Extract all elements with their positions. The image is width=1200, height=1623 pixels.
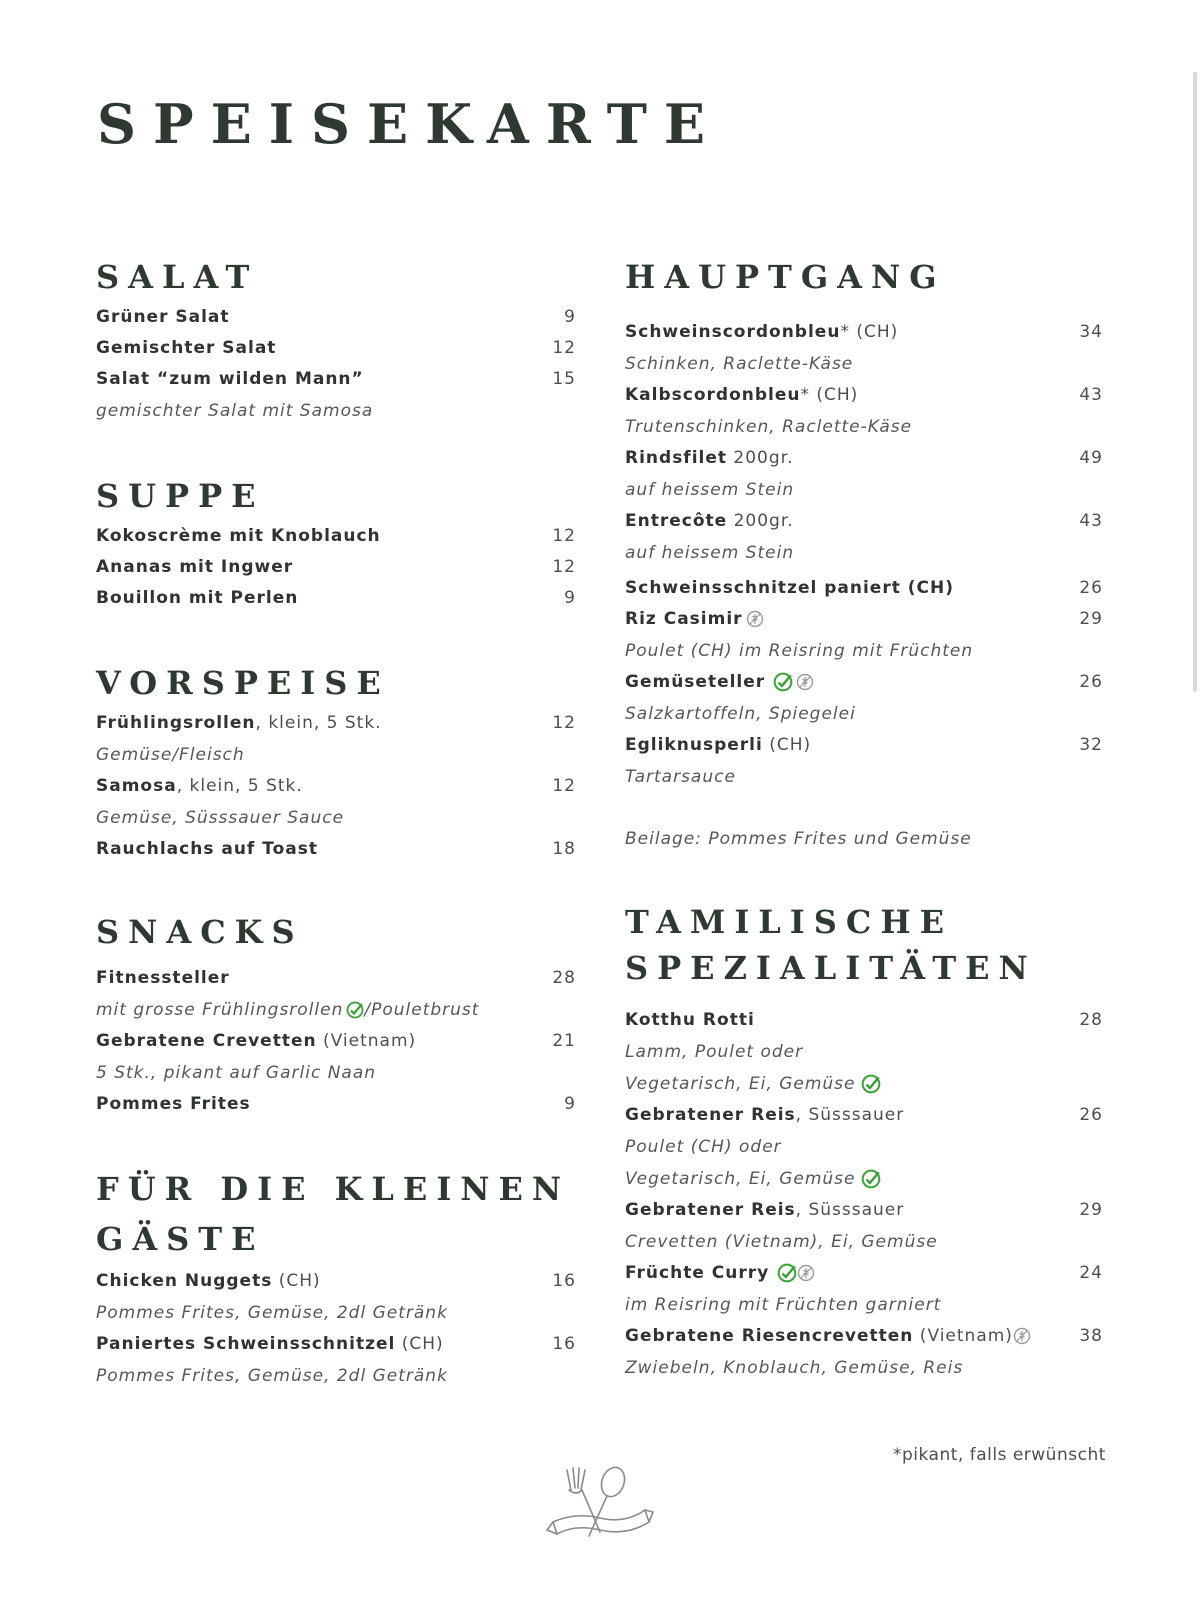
menu-item (96, 583, 576, 614)
item-description: 5 Stk., pikant auf Garlic Naan (96, 1063, 377, 1083)
section-title: HAUPTGANG (625, 258, 946, 296)
item-price: 38 (1079, 1326, 1103, 1346)
vegetarian-leaf-icon (861, 1074, 881, 1094)
menu-item (625, 604, 1103, 635)
gluten-free-icon (1013, 1327, 1031, 1345)
item-price: 28 (552, 968, 576, 988)
item-name: Gebratene Riesencrevetten (625, 1326, 914, 1346)
item-description: auf heissem Stein (625, 480, 795, 500)
item-name: Schweinsschnitzel paniert (CH) (625, 578, 955, 598)
item-name: Schweinscordonbleu (625, 322, 841, 342)
menu-item (96, 302, 576, 333)
item-description: Gemüse, Süsssauer Sauce (96, 808, 345, 828)
item-price: 12 (552, 776, 576, 796)
scrollbar[interactable] (1193, 72, 1197, 692)
section-title: SNACKS (96, 913, 304, 951)
section-vorspeise (96, 658, 576, 865)
section-salat (96, 252, 576, 427)
item-description: Vegetarisch, Ei, Gemüse (625, 1163, 1103, 1195)
item-description: Salzkartoffeln, Spiegelei (625, 704, 856, 724)
section-suppe (96, 471, 576, 614)
item-detail: (Vietnam) (316, 1031, 417, 1051)
item-detail: 200gr. (727, 511, 794, 531)
menu-item (625, 730, 1103, 761)
item-detail: * (CH) (800, 385, 859, 405)
item-name: Gebratener Reis (625, 1105, 796, 1125)
item-detail: 200gr. (727, 448, 794, 468)
gluten-free-icon (746, 610, 764, 628)
cutlery-ribbon-logo-icon (545, 1460, 655, 1550)
item-description: Zwiebeln, Knoblauch, Gemüse, Reis (625, 1358, 964, 1378)
item-price: 21 (552, 1031, 576, 1051)
menu-item (625, 317, 1103, 348)
item-detail: , Süsssauer (795, 1105, 905, 1125)
section-title: FÜR DIE KLEINEN (96, 1170, 571, 1208)
item-price: 18 (552, 839, 576, 859)
item-description: mit grosse Frühlingsrollen /Pouletbrust (96, 1000, 480, 1020)
item-price: 26 (1079, 672, 1103, 692)
item-price: 34 (1079, 322, 1103, 342)
menu-item (96, 1329, 576, 1360)
left-column (96, 252, 576, 1392)
side-dish-note: Beilage: Pommes Frites und Gemüse (625, 829, 972, 849)
item-price: 15 (552, 369, 576, 389)
right-column (625, 252, 1103, 1384)
item-name: Kokoscrème mit Knoblauch (96, 526, 381, 546)
item-price: 26 (1079, 1105, 1103, 1125)
item-price: 16 (552, 1334, 576, 1354)
item-name: Ananas mit Ingwer (96, 557, 294, 577)
menu-item (625, 1005, 1103, 1036)
item-detail: , Süsssauer (795, 1200, 905, 1220)
item-description: Pommes Frites, Gemüse, 2dl Getränk (96, 1366, 448, 1386)
item-name: Rindsfilet (625, 448, 728, 468)
item-price: 12 (552, 338, 576, 358)
menu-item (96, 834, 576, 865)
section-tamilische-spezialitaeten (625, 899, 1103, 1384)
item-price: 16 (552, 1271, 576, 1291)
item-name: Grüner Salat (96, 307, 230, 327)
item-price: 12 (552, 557, 576, 577)
gluten-free-icon (797, 1264, 815, 1282)
item-price: 43 (1079, 385, 1103, 405)
item-price: 9 (564, 1094, 576, 1114)
vegetarian-leaf-icon (773, 672, 793, 692)
item-description: im Reisring mit Früchten garniert (625, 1295, 942, 1315)
menu-item (96, 333, 576, 364)
section-kinder (96, 1164, 576, 1392)
item-name: Kotthu Rotti (625, 1010, 755, 1030)
item-description: Trutenschinken, Raclette-Käse (625, 417, 913, 437)
item-detail: (Vietnam) (913, 1326, 1013, 1346)
item-price: 49 (1079, 448, 1103, 468)
section-title: SPEZIALITÄTEN (625, 949, 1037, 987)
menu-item (96, 771, 576, 802)
gluten-free-icon (796, 673, 814, 691)
menu-item (625, 1258, 1103, 1289)
item-description: Vegetarisch, Ei, Gemüse (625, 1068, 1103, 1100)
menu-item (625, 573, 1103, 604)
item-price: 24 (1079, 1263, 1103, 1283)
page-title: SPEISEKARTE (97, 92, 723, 156)
item-name: Bouillon mit Perlen (96, 588, 299, 608)
item-price: 9 (564, 588, 576, 608)
menu-item (625, 1321, 1103, 1352)
item-name: Gebratener Reis (625, 1200, 796, 1220)
menu-item (96, 963, 576, 994)
item-name: Paniertes Schweinsschnitzel (96, 1334, 396, 1354)
item-name: Chicken Nuggets (96, 1271, 273, 1291)
item-price: 12 (552, 713, 576, 733)
menu-item (96, 1089, 576, 1120)
menu-item (96, 552, 576, 583)
item-detail: (CH) (762, 735, 812, 755)
item-price: 12 (552, 526, 576, 546)
item-name: Gemüseteller (625, 672, 766, 692)
item-description: Poulet (CH) im Reisring mit Früchten (625, 641, 974, 661)
section-title: TAMILISCHE (625, 903, 953, 941)
footnote: *pikant, falls erwünscht (893, 1445, 1106, 1465)
menu-item (96, 1266, 576, 1297)
item-description: gemischter Salat mit Samosa (96, 401, 374, 421)
item-name: Frühlingsrollen (96, 713, 256, 733)
item-detail: , klein, 5 Stk. (255, 713, 382, 733)
section-title: SUPPE (96, 477, 265, 515)
section-title: GÄSTE (96, 1220, 265, 1258)
item-name: Rauchlachs auf Toast (96, 839, 318, 859)
item-description: auf heissem Stein (625, 543, 795, 563)
section-title: SALAT (96, 258, 259, 296)
item-detail: (CH) (395, 1334, 444, 1354)
menu-item (625, 380, 1103, 411)
menu-item (625, 667, 1103, 698)
item-price: 9 (564, 307, 576, 327)
item-name: Egliknusperli (625, 735, 763, 755)
item-name: Entrecôte (625, 511, 728, 531)
item-name: Gemischter Salat (96, 338, 277, 358)
menu-item (96, 708, 576, 739)
item-name: Kalbscordonbleu (625, 385, 801, 405)
item-price: 28 (1079, 1010, 1103, 1030)
menu-item (625, 506, 1103, 537)
item-price: 29 (1079, 1200, 1103, 1220)
item-description: Schinken, Raclette-Käse (625, 354, 854, 374)
item-description: Pommes Frites, Gemüse, 2dl Getränk (96, 1303, 448, 1323)
item-detail: (CH) (272, 1271, 321, 1291)
menu-item (96, 1026, 576, 1057)
item-description: Tartarsauce (625, 767, 736, 787)
vegetarian-leaf-icon (346, 1001, 364, 1019)
vegetarian-leaf-icon (777, 1263, 797, 1283)
item-description: Lamm, Poulet oder (625, 1042, 804, 1062)
menu-item (625, 443, 1103, 474)
item-detail: * (CH) (840, 322, 899, 342)
item-price: 26 (1079, 578, 1103, 598)
section-hauptgang (625, 252, 1103, 855)
menu-item (625, 1195, 1103, 1226)
item-name: Riz Casimir (625, 609, 743, 629)
vegetarian-leaf-icon (861, 1169, 881, 1189)
item-description: Poulet (CH) oder (625, 1137, 782, 1157)
item-price: 29 (1079, 609, 1103, 629)
item-name: Früchte Curry (625, 1263, 770, 1283)
section-title: VORSPEISE (96, 664, 390, 702)
item-name: Fitnessteller (96, 968, 230, 988)
menu-item (625, 1100, 1103, 1131)
item-name: Samosa (96, 776, 177, 796)
item-name: Salat “zum wilden Mann” (96, 369, 364, 389)
item-price: 43 (1079, 511, 1103, 531)
menu-item (96, 364, 576, 395)
item-detail: , klein, 5 Stk. (176, 776, 303, 796)
item-price: 32 (1079, 735, 1103, 755)
item-description: Gemüse/Fleisch (96, 745, 245, 765)
item-name: Gebratene Crevetten (96, 1031, 317, 1051)
item-name: Pommes Frites (96, 1094, 251, 1114)
section-snacks (96, 907, 576, 1120)
menu-item (96, 521, 576, 552)
item-description: Crevetten (Vietnam), Ei, Gemüse (625, 1232, 938, 1252)
